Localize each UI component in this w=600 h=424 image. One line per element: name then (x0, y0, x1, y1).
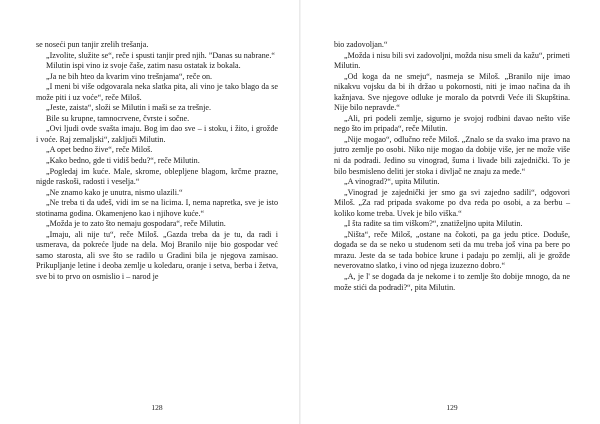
paragraph: „Ali, pri podeli zemlje, sigurno je svojoj rodbini davao nešto više nego što im pripada“, reče Milutin. (334, 113, 570, 134)
paragraph: „Ništa“, reče Miloš, „ostane na čokoti, pa ga jedu ptice. Doduše, događa se da se neko u studenom seti da mu treba još vina pa bere po mrazu. Jeste da se tada bobice krune i padaju po zemlji, ali je grožđe neverovatno slatko, i vino od njega izuzezno dobro.“ (334, 229, 570, 271)
right-page (300, 0, 600, 424)
paragraph: „A, je l' se događa da je nekome i to zemlje što dobije mnogo, da ne može stići da podradi?“, pita Milutin. (334, 272, 570, 292)
paragraph: „Ne treba ti da uđeš, vidi im se na licima. I, nema napretka, sve je isto stotinama godina. Okamenjeno kao i njihove kuće.“ (36, 198, 278, 218)
left-page-text (36, 40, 278, 283)
paragraph: „Jeste, zaista“, složi se Milutin i maši se za trešnje. (46, 103, 211, 113)
paragraph: „Vinograd je zajednički jer smo ga svi zajedno sadili“, odgovori Miloš. „Za rad pripada svakome po dva reda po osobi, a za berbu – koliko kome treba. Uvek je bilo viška.“ (334, 187, 570, 218)
paragraph: „Možda je to zato što nemaju gospodara“, reče Milutin. (46, 219, 226, 229)
paragraph: „Imaju, ali nije tu“, reče Miloš. „Gazda treba da je tu, da radi i usmerava, da pokreće ljude na dela. Moj Branilo nije bio gospodar već samo starosta, ali sve što se radilo u Gradini bila je njegova zamisao. Prikupljanje letine i deoba zemlje u koledaru, oranje i setva, berba i žetva, sve bi to prvo on osmislio i – narod je (36, 229, 278, 282)
paragraph: „A vinograd?“, upita Milutin. (344, 177, 440, 187)
book-gutter (299, 0, 301, 424)
paragraph: „Nije mogao“, odlučno reče Miloš. „Znalo se da svako ima pravo na jutro zemlje po osobi. Niko nije mogao da dobije više, jer ne može više ni da podradi. Jedino su vinograd, šuma i livade bili zajednički. To je bilo besmisleno deliti jer stoka i divljač ne znaju za međe.“ (334, 134, 570, 176)
paragraph: bio zadovoljan.“ (334, 40, 388, 49)
paragraph: Milutin ispi vino iz svoje čaše, zatim nasu ostatak iz bokala. (46, 61, 241, 71)
right-page-number: 129 (446, 403, 458, 412)
right-page-text (334, 40, 570, 293)
paragraph: „Izvolite, služite se“, reče i spusti tanjir pred njih. ”Danas su nabrane.“ (46, 50, 276, 60)
paragraph: „Pogledaj im kuće. Male, skrome, oblepljene blagom, krčme prazne, nigde raskoši, radosti i veselja.“ (36, 166, 278, 187)
paragraph: „Kako bedno, gde ti vidiš bedu?“, reče Milutin. (46, 156, 200, 166)
paragraph: „Ovi ljudi ovde svašta imaju. Bog im dao sve – i stoku, i žito, i grožđe i voće. Raj zemaljski“, zaključi Milutin. (36, 124, 278, 144)
paragraph: „I šta radite sa tim viškom?“, znatiželjno upita Milutin. (344, 219, 523, 229)
paragraph: „A opet bedno žive“, reče Miloš. (46, 145, 153, 155)
paragraph: „Ne znamo kako je unutra, nismo ulazili.“ (46, 187, 183, 197)
paragraph: Bile su krupne, tamnocrvene, čvrste i sočne. (46, 113, 190, 123)
paragraph: se noseći pun tanjir zrelih trešanja. (36, 40, 149, 49)
left-page-number: 128 (151, 403, 163, 412)
paragraph: „Možda i nisu bili svi zadovoljni, možda nisu smeli da kažu“, primeti Milutin. (334, 50, 570, 71)
paragraph: „Ja ne bih hteo da kvarim vino trešnjama“, reče on. (46, 71, 213, 81)
paragraph: „I meni bi više odgovarala neka slatka pita, ali vino je tako blago da se može piti i uz voće“, reče Miloš. (36, 82, 278, 102)
paragraph: „Od koga da ne smeju“, nasmeja se Miloš. „Branilo nije imao nikakvu vojsku da bi ih držao u pokornosti, niti je imao načina da ih kažnjava. Sve njegove odluke je moralo da potvrdi Veće ili Skupština. Nije bilo nepravde.“ (334, 71, 570, 113)
